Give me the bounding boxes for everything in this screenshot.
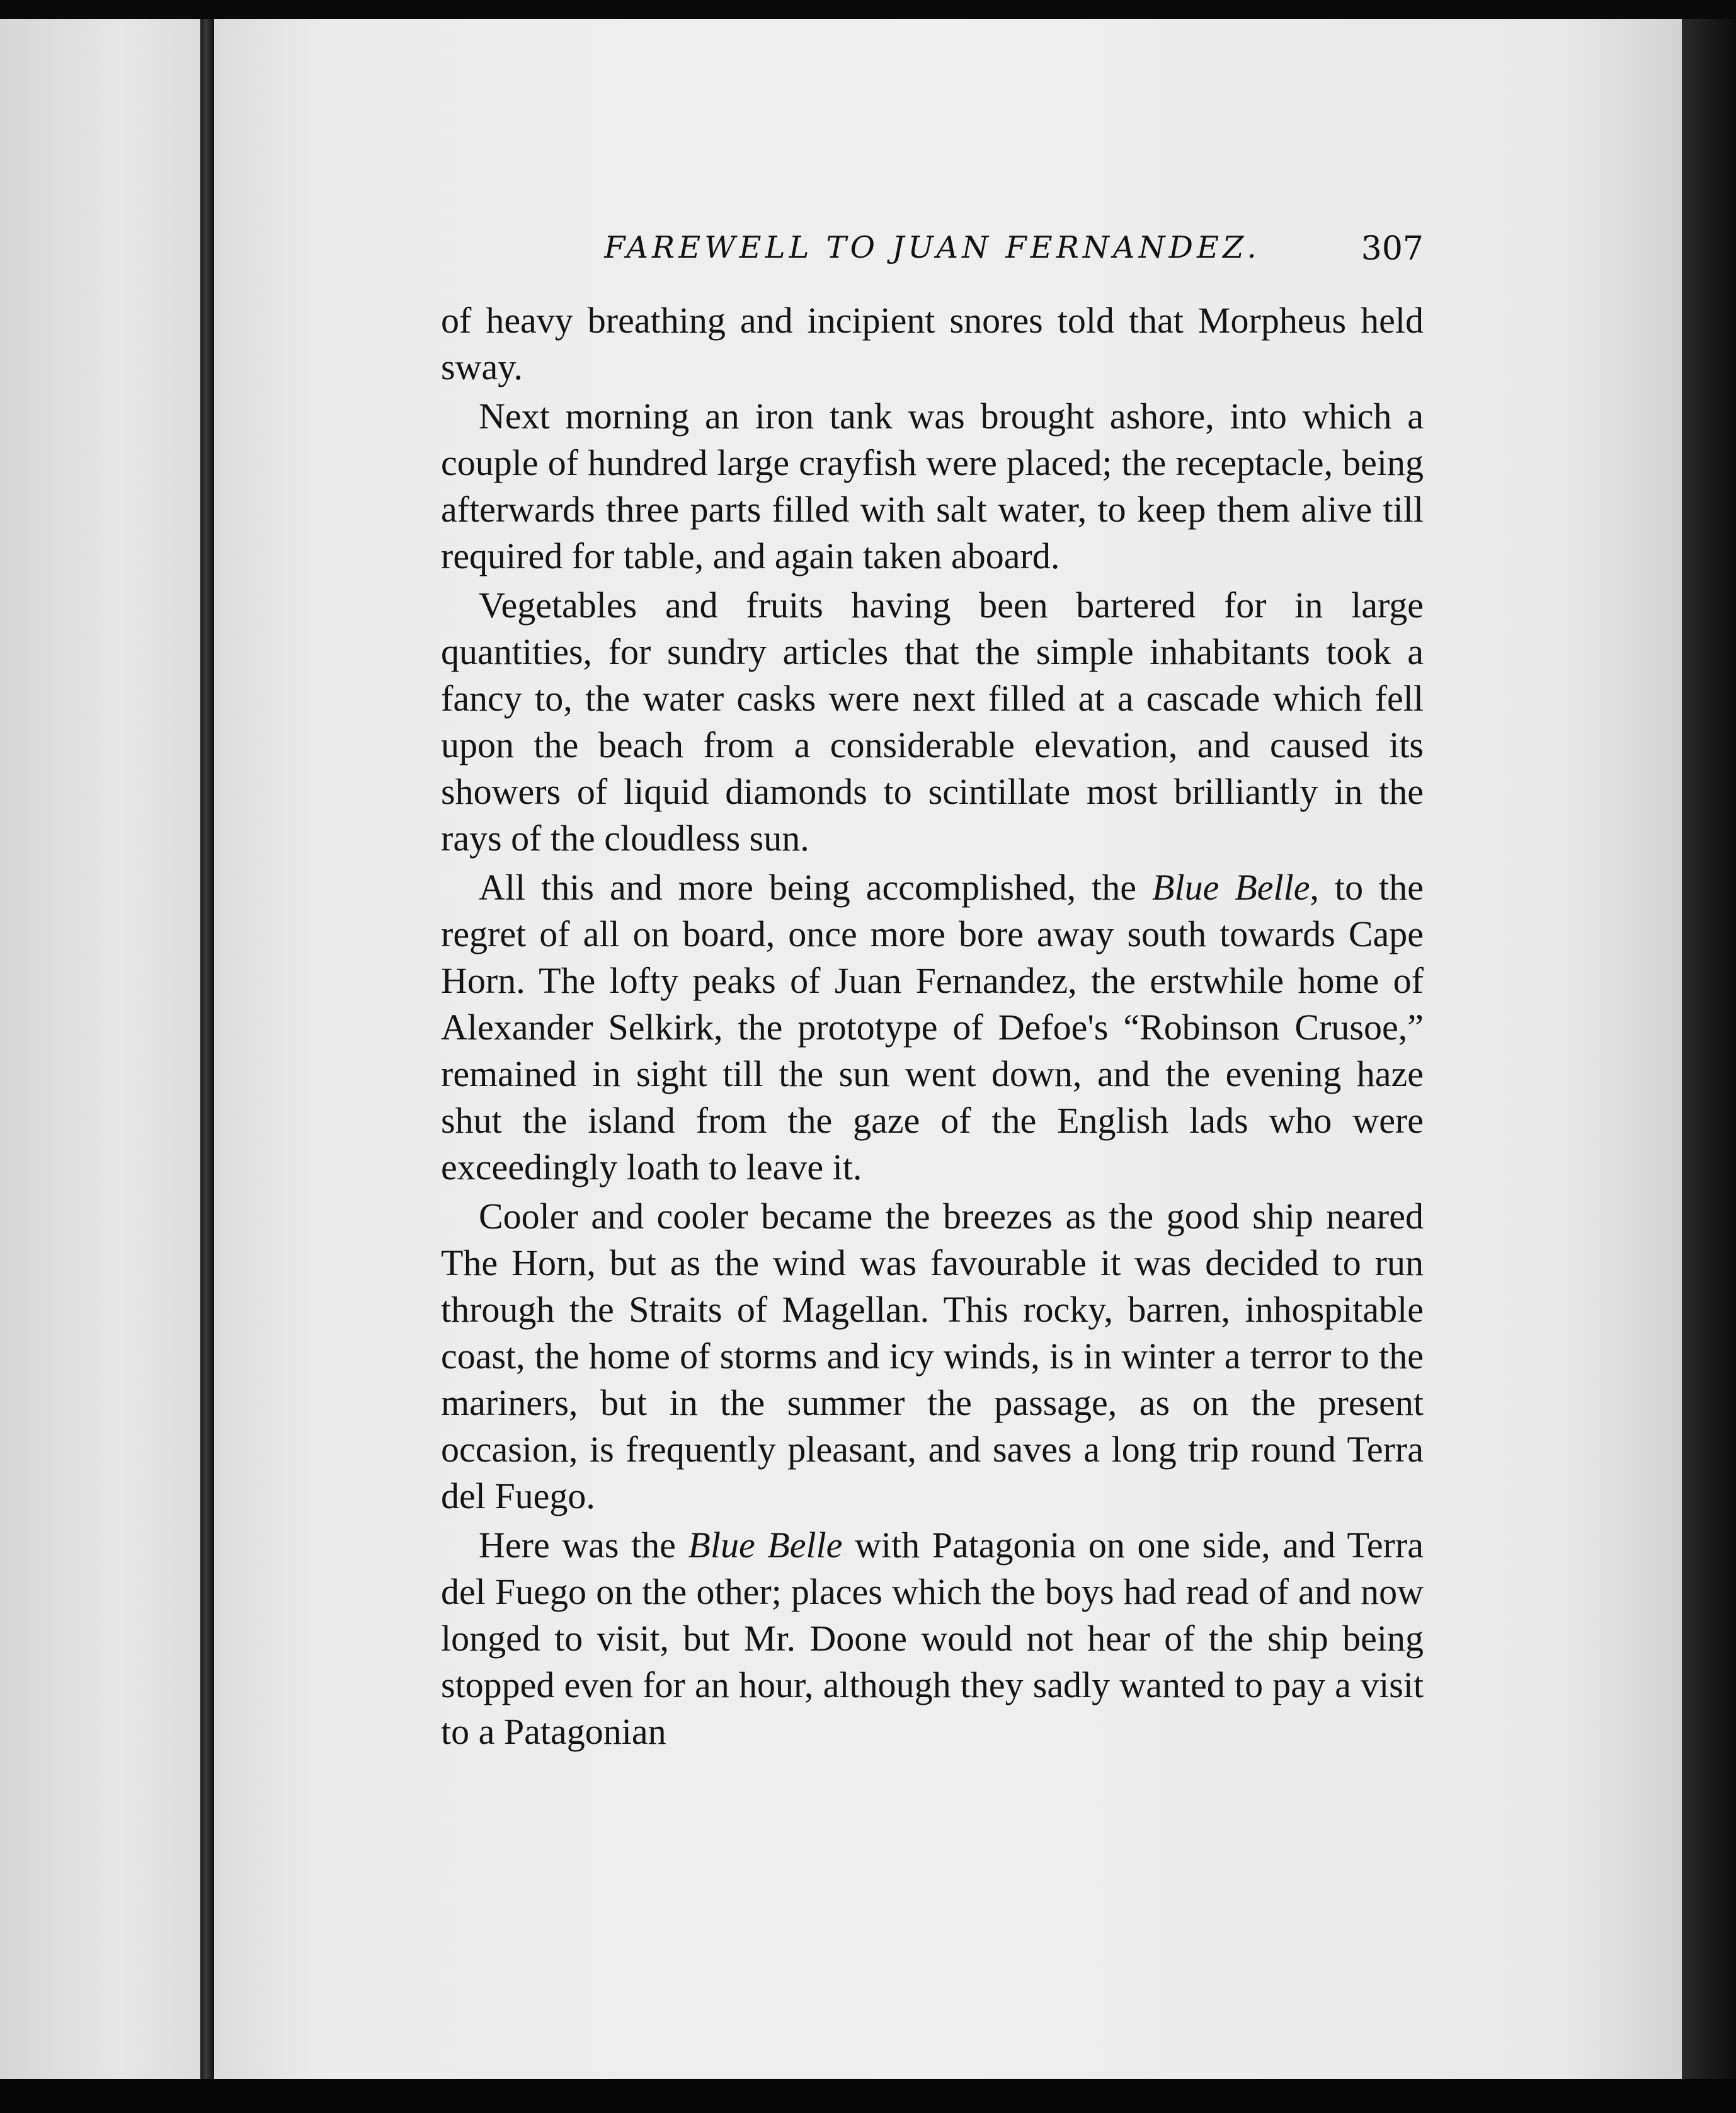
scan-bottom-border [0, 2079, 1736, 2113]
ship-name: Blue Belle [688, 1525, 843, 1566]
paragraph-4 [441, 864, 1424, 1191]
paragraph-2: Next morning an iron tank was brought ashore, into which a couple of hundred large crayfish were placed; the receptacle, being afterwards three parts filled with salt water, to keep them alive till required for table, and again taken aboard. [441, 396, 1424, 576]
scan-right-border [1682, 19, 1736, 2079]
paragraph-6 [441, 1522, 1424, 1755]
paragraph-5: Cooler and cooler became the breezes as the good ship neared The Horn, but as the wind was favourable it was decided to run through the Straits of Magellan. This rocky, barren, inhospitable coast, the home of storms and icy winds, is in winter a terror to the mariners, but in the summer the passage, as on the present occasion, is frequently pleasant, and saves a long trip round Terra del Fuego. [441, 1196, 1424, 1516]
scan-top-border [0, 0, 1736, 19]
paragraph-1: of heavy breathing and incipient snores told that Morpheus held sway. [441, 300, 1424, 387]
book-binding [200, 19, 214, 2079]
paragraph-6-rest: with Patagonia on one side, and Terra del Fuego on the other; places which the boys had read of and now longed to visit, but Mr. Doone would not hear of the ship being stopped even for an hour, although they sadly wanted to pay a visit to a Patagonian [441, 1525, 1424, 1752]
paragraph-4-start: All this and more being accomplished, the [479, 867, 1153, 908]
paragraph-3: Vegetables and fruits having been bartered for in large quantities, for sundry articles that the simple inhabitants took a fancy to, the water casks were next filled at a cascade which fell upon the beach from a considerable elevation, and caused its showers of liquid diamonds to scintillate most brilliantly in the rays of the cloudless sun. [441, 585, 1424, 859]
ship-name: Blue Belle [1152, 867, 1310, 908]
facing-page-edge [0, 19, 202, 2079]
running-head: FAREWELL TO JUAN FERNANDEZ. [604, 230, 1260, 265]
paragraph-4-rest: , to the regret of all on board, once more bore away south towards Cape Horn. The lofty peaks of Juan Fernandez, the erstwhile home of Alexander Selkirk, the prototype of Defoe's “Robinson Crusoe,” remained in sight till the sun went down, and the evening haze shut the island from the gaze of the English lads who were exceedingly loath to leave it. [441, 867, 1424, 1188]
page-number: 307 [1361, 230, 1424, 268]
paragraph-6-start: Here was the [479, 1525, 688, 1566]
body-text [441, 297, 1424, 1910]
